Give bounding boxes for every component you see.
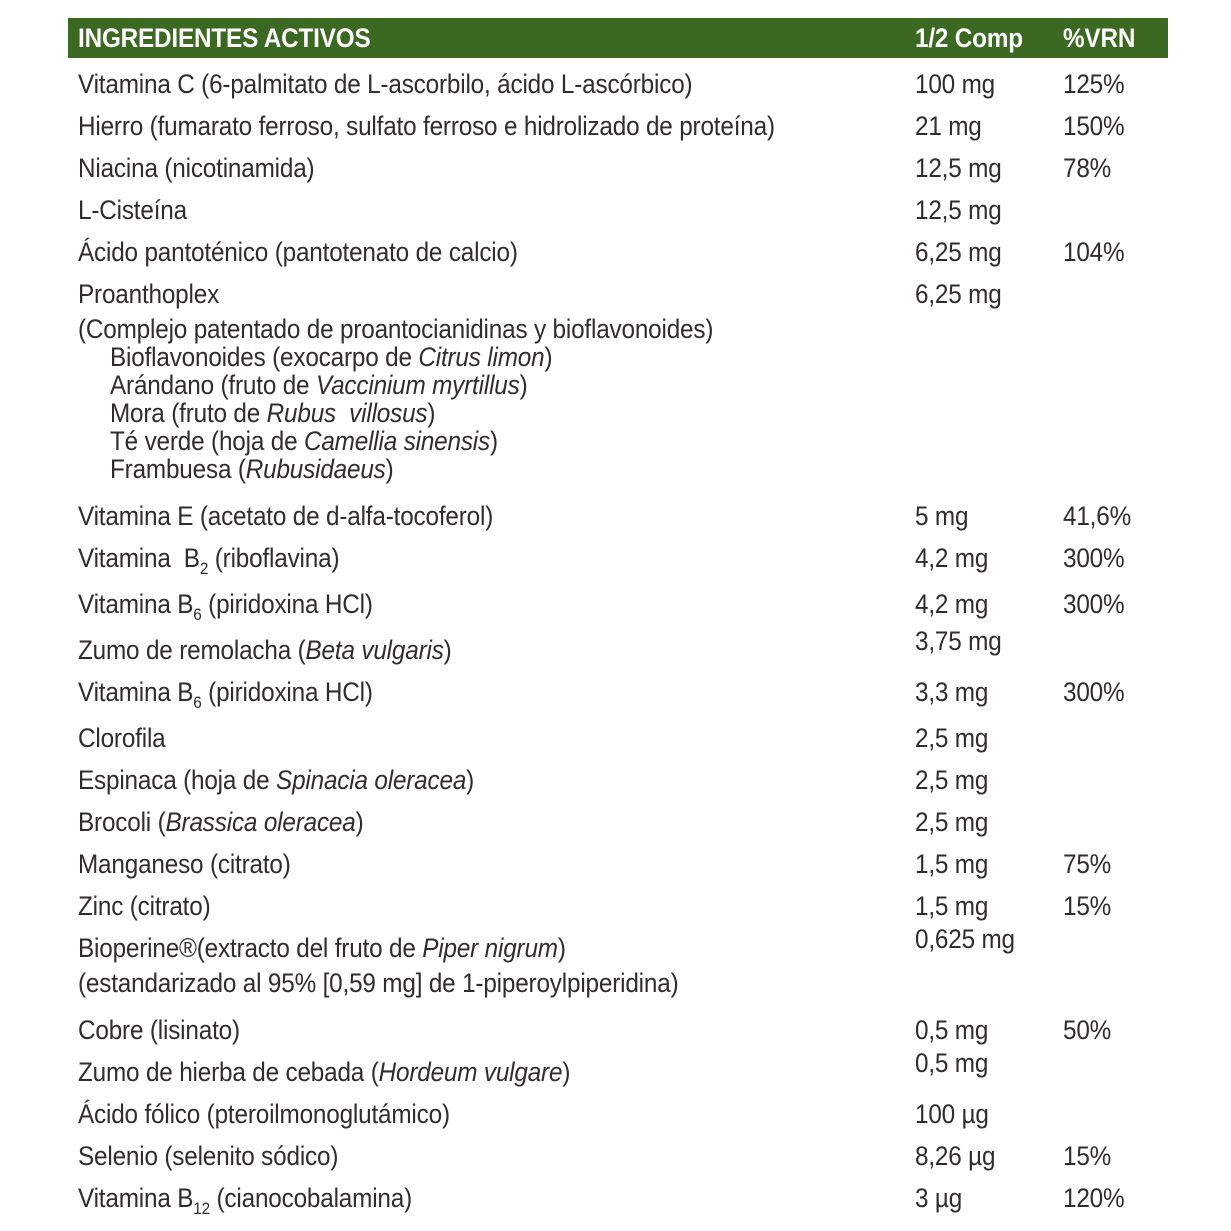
ingredient-name-text bbox=[78, 502, 493, 530]
table-row-main bbox=[68, 231, 1168, 273]
ingredient-name-text bbox=[78, 724, 166, 752]
text-segment: Cobre (lisinato) bbox=[78, 1015, 240, 1045]
botanical-name: Piper nigrum bbox=[422, 933, 558, 963]
ingredient-amount bbox=[915, 1142, 1063, 1170]
table-row bbox=[68, 189, 1168, 231]
text-segment: ) bbox=[489, 426, 498, 456]
table-row bbox=[68, 1009, 1168, 1051]
ingredient-name bbox=[68, 636, 915, 664]
ingredient-name-text bbox=[78, 1016, 240, 1044]
table-row-main bbox=[68, 583, 1168, 629]
ingredient-name-text bbox=[78, 1184, 412, 1216]
ingredient-vrn-percent bbox=[1063, 766, 1168, 794]
table-row-main bbox=[68, 537, 1168, 583]
ingredient-component-line bbox=[68, 427, 1168, 455]
text-segment: Bioflavonoides (exocarpo de bbox=[110, 342, 419, 372]
ingredient-vrn-percent bbox=[1063, 280, 1168, 308]
ingredient-subline-text bbox=[110, 455, 394, 483]
ingredient-amount bbox=[915, 626, 1063, 664]
subscript-text: 6 bbox=[193, 605, 202, 624]
table-row-main bbox=[68, 1009, 1168, 1051]
ingredient-amount-text: 4,2 mg bbox=[915, 543, 989, 573]
ingredient-vrn-text: 75% bbox=[1063, 849, 1112, 879]
ingredient-amount bbox=[915, 590, 1063, 618]
ingredient-subline-text bbox=[110, 371, 528, 399]
text-segment: Vitamina B bbox=[78, 589, 194, 619]
ingredient-vrn-text: 300% bbox=[1063, 677, 1125, 707]
ingredient-component-line bbox=[68, 371, 1168, 399]
column-header-ingredients bbox=[68, 18, 915, 58]
column-header-amount bbox=[915, 18, 1063, 58]
table-row bbox=[68, 759, 1168, 801]
table-row-main bbox=[68, 801, 1168, 843]
ingredient-name bbox=[68, 1100, 915, 1128]
ingredient-amount-text: 21 mg bbox=[915, 111, 982, 141]
ingredient-name-text bbox=[78, 808, 364, 836]
text-segment: ) bbox=[519, 370, 528, 400]
ingredient-subline-text bbox=[78, 969, 678, 997]
ingredient-amount-text: 12,5 mg bbox=[915, 153, 1002, 183]
ingredient-name bbox=[68, 1184, 915, 1216]
ingredient-subline-text bbox=[110, 343, 552, 371]
text-segment: Vitamina E (acetato de d-alfa-tocoferol) bbox=[78, 501, 494, 531]
text-segment: Niacina (nicotinamida) bbox=[78, 153, 315, 183]
text-segment: ) bbox=[562, 1057, 571, 1087]
ingredient-name-text bbox=[78, 850, 291, 878]
ingredient-amount bbox=[915, 544, 1063, 572]
ingredient-name-text bbox=[78, 590, 373, 622]
table-row bbox=[68, 495, 1168, 537]
table-row bbox=[68, 105, 1168, 147]
ingredient-name-text bbox=[78, 112, 775, 140]
ingredient-name bbox=[68, 1142, 915, 1170]
ingredient-name-text bbox=[78, 636, 452, 664]
table-row bbox=[68, 885, 1168, 927]
ingredient-name-text bbox=[78, 678, 373, 710]
ingredient-vrn-percent bbox=[1063, 1142, 1168, 1170]
ingredient-amount bbox=[915, 238, 1063, 266]
ingredient-amount-text: 0,5 mg bbox=[915, 1015, 989, 1045]
table-header bbox=[68, 18, 1168, 58]
ingredient-vrn-percent bbox=[1063, 238, 1168, 266]
ingredient-amount-text: 5 mg bbox=[915, 501, 969, 531]
column-header-vrn bbox=[1063, 18, 1168, 58]
ingredients-rows bbox=[68, 63, 1168, 1223]
ingredient-component-line bbox=[68, 455, 1168, 483]
ingredient-vrn-percent bbox=[1063, 678, 1168, 706]
table-row-main bbox=[68, 63, 1168, 105]
column-header-ingredients-label: INGREDIENTES ACTIVOS bbox=[78, 23, 371, 53]
ingredient-vrn-percent bbox=[1063, 1184, 1168, 1212]
ingredient-amount bbox=[915, 196, 1063, 224]
ingredient-vrn-text: 15% bbox=[1063, 1141, 1112, 1171]
ingredient-name-text bbox=[78, 934, 566, 962]
ingredient-component-line bbox=[68, 343, 1168, 371]
ingredient-name bbox=[68, 280, 915, 308]
ingredient-amount-text: 2,5 mg bbox=[915, 723, 989, 753]
table-row bbox=[68, 671, 1168, 717]
text-segment: (Complejo patentado de proantocianidinas y bioflavonoides) bbox=[78, 314, 714, 344]
text-segment: (piridoxina HCl) bbox=[201, 589, 373, 619]
table-row-main bbox=[68, 671, 1168, 717]
supplement-facts-panel bbox=[68, 18, 1168, 1223]
ingredient-name bbox=[68, 934, 915, 962]
ingredient-name bbox=[68, 766, 915, 794]
text-segment: ) bbox=[443, 635, 452, 665]
text-segment: Vitamina B bbox=[78, 1183, 194, 1213]
ingredient-amount-text: 2,5 mg bbox=[915, 807, 989, 837]
table-row-main bbox=[68, 1135, 1168, 1177]
text-segment: Vitamina B bbox=[78, 677, 194, 707]
ingredient-vrn-percent bbox=[1063, 724, 1168, 752]
ingredient-name bbox=[68, 238, 915, 266]
table-row bbox=[68, 583, 1168, 629]
ingredient-amount bbox=[915, 892, 1063, 920]
ingredient-name-text bbox=[78, 892, 210, 920]
ingredient-amount-text: 3,75 mg bbox=[915, 626, 1002, 656]
table-row-main bbox=[68, 273, 1168, 315]
ingredient-amount-text: 1,5 mg bbox=[915, 891, 989, 921]
ingredient-vrn-text: 41,6% bbox=[1063, 501, 1132, 531]
table-row bbox=[68, 924, 1168, 998]
ingredient-name bbox=[68, 1016, 915, 1044]
ingredient-name-text bbox=[78, 1142, 338, 1170]
table-row-main bbox=[68, 924, 1168, 969]
ingredient-name bbox=[68, 808, 915, 836]
table-row bbox=[68, 273, 1168, 483]
ingredient-vrn-percent bbox=[1063, 70, 1168, 98]
text-segment: Zinc (citrato) bbox=[78, 891, 211, 921]
ingredient-vrn-percent bbox=[1063, 1100, 1168, 1128]
ingredient-name bbox=[68, 678, 915, 710]
ingredient-amount bbox=[915, 766, 1063, 794]
ingredient-amount-text: 6,25 mg bbox=[915, 279, 1002, 309]
text-segment: ) bbox=[355, 807, 364, 837]
table-row-main bbox=[68, 495, 1168, 537]
table-row bbox=[68, 801, 1168, 843]
text-segment: Ácido pantoténico (pantotenato de calcio) bbox=[78, 237, 518, 267]
ingredient-amount-text: 0,5 mg bbox=[915, 1048, 989, 1078]
text-segment: Selenio (selenito sódico) bbox=[78, 1141, 339, 1171]
ingredient-vrn-percent bbox=[1063, 934, 1168, 962]
subscript-text: 6 bbox=[193, 693, 202, 712]
ingredient-vrn-percent bbox=[1063, 808, 1168, 836]
ingredient-amount bbox=[915, 70, 1063, 98]
table-row-main bbox=[68, 885, 1168, 927]
ingredient-name-text bbox=[78, 196, 187, 224]
table-row-main bbox=[68, 147, 1168, 189]
ingredient-name bbox=[68, 850, 915, 878]
ingredient-vrn-text: 104% bbox=[1063, 237, 1125, 267]
ingredient-amount-text: 6,25 mg bbox=[915, 237, 1002, 267]
text-segment: Zumo de hierba de cebada ( bbox=[78, 1057, 379, 1087]
table-row bbox=[68, 1177, 1168, 1223]
text-segment: (riboflavina) bbox=[208, 543, 340, 573]
botanical-name: Spinacia oleracea bbox=[276, 765, 467, 795]
text-segment: ) bbox=[544, 342, 553, 372]
text-segment: (piridoxina HCl) bbox=[201, 677, 373, 707]
ingredient-amount bbox=[915, 1016, 1063, 1044]
table-row bbox=[68, 717, 1168, 759]
text-segment: Frambuesa ( bbox=[110, 454, 246, 484]
ingredient-component-line bbox=[68, 399, 1168, 427]
ingredient-amount bbox=[915, 808, 1063, 836]
botanical-name: Vaccinium myrtillus bbox=[315, 370, 520, 400]
botanical-name: Citrus limon bbox=[418, 342, 545, 372]
botanical-name: Beta vulgaris bbox=[305, 635, 444, 665]
ingredient-subline-text bbox=[110, 427, 498, 455]
ingredient-amount bbox=[915, 502, 1063, 530]
ingredient-vrn-percent bbox=[1063, 502, 1168, 530]
table-row-main bbox=[68, 843, 1168, 885]
ingredient-vrn-percent bbox=[1063, 636, 1168, 664]
table-row-main bbox=[68, 759, 1168, 801]
ingredient-name bbox=[68, 544, 915, 576]
ingredient-name-text bbox=[78, 70, 692, 98]
table-row bbox=[68, 1048, 1168, 1093]
ingredient-name bbox=[68, 590, 915, 622]
text-segment: Espinaca (hoja de bbox=[78, 765, 277, 795]
ingredient-name-text bbox=[78, 544, 339, 576]
ingredient-amount-text: 4,2 mg bbox=[915, 589, 989, 619]
ingredient-name bbox=[68, 892, 915, 920]
ingredient-amount-text: 12,5 mg bbox=[915, 195, 1002, 225]
ingredient-vrn-percent bbox=[1063, 1058, 1168, 1086]
ingredient-vrn-text: 300% bbox=[1063, 589, 1125, 619]
text-segment: Ácido fólico (pteroilmonoglutámico) bbox=[78, 1099, 450, 1129]
table-row bbox=[68, 626, 1168, 671]
ingredient-amount-text: 1,5 mg bbox=[915, 849, 989, 879]
ingredient-vrn-percent bbox=[1063, 892, 1168, 920]
ingredient-amount bbox=[915, 1048, 1063, 1086]
subscript-text: 2 bbox=[199, 559, 209, 578]
table-row-main bbox=[68, 189, 1168, 231]
column-header-amount-label: 1/2 Comp bbox=[915, 23, 1023, 53]
ingredient-amount-text: 3,3 mg bbox=[915, 677, 989, 707]
ingredient-name bbox=[68, 502, 915, 530]
ingredient-amount-text: 2,5 mg bbox=[915, 765, 989, 795]
ingredient-amount bbox=[915, 678, 1063, 706]
ingredient-amount bbox=[915, 850, 1063, 878]
ingredient-name bbox=[68, 724, 915, 752]
ingredient-vrn-text: 78% bbox=[1063, 153, 1112, 183]
ingredient-amount-text: 100 µg bbox=[915, 1099, 989, 1129]
ingredient-name-text bbox=[78, 766, 474, 794]
botanical-name: Rubus villosus bbox=[266, 398, 428, 428]
ingredient-name bbox=[68, 196, 915, 224]
text-segment: Arándano (fruto de bbox=[110, 370, 316, 400]
column-header-vrn-label: %VRN bbox=[1063, 23, 1136, 53]
text-segment: Proanthoplex bbox=[78, 279, 220, 309]
table-row-main bbox=[68, 1093, 1168, 1135]
text-segment: ) bbox=[385, 454, 394, 484]
ingredient-amount-text: 0,625 mg bbox=[915, 924, 1015, 954]
ingredient-amount bbox=[915, 1100, 1063, 1128]
ingredient-amount bbox=[915, 1184, 1063, 1212]
ingredient-amount bbox=[915, 280, 1063, 308]
botanical-name: Hordeum vulgare bbox=[378, 1057, 563, 1087]
table-row bbox=[68, 147, 1168, 189]
ingredient-amount-text: 100 mg bbox=[915, 69, 995, 99]
table-row bbox=[68, 843, 1168, 885]
ingredient-vrn-percent bbox=[1063, 850, 1168, 878]
ingredient-vrn-text: 125% bbox=[1063, 69, 1125, 99]
ingredient-vrn-text: 300% bbox=[1063, 543, 1125, 573]
ingredient-vrn-percent bbox=[1063, 1016, 1168, 1044]
ingredient-amount-text: 8,26 µg bbox=[915, 1141, 996, 1171]
ingredient-description-line bbox=[68, 969, 1168, 997]
ingredient-subline-text bbox=[78, 315, 713, 343]
text-segment: Bioperine®(extracto del fruto de bbox=[78, 933, 423, 963]
text-segment: Brocoli ( bbox=[78, 807, 166, 837]
ingredient-amount bbox=[915, 112, 1063, 140]
text-segment: ) bbox=[427, 398, 436, 428]
text-segment: L-Cisteína bbox=[78, 195, 187, 225]
table-row bbox=[68, 1093, 1168, 1135]
ingredient-vrn-percent bbox=[1063, 544, 1168, 572]
ingredient-name bbox=[68, 154, 915, 182]
table-row bbox=[68, 63, 1168, 105]
ingredient-vrn-percent bbox=[1063, 590, 1168, 618]
ingredient-name bbox=[68, 112, 915, 140]
ingredient-vrn-percent bbox=[1063, 154, 1168, 182]
text-segment: (cianocobalamina) bbox=[209, 1183, 413, 1213]
table-row bbox=[68, 1135, 1168, 1177]
table-row-main bbox=[68, 717, 1168, 759]
ingredient-description-line bbox=[68, 315, 1168, 343]
text-segment: Vitamina B bbox=[78, 543, 200, 573]
text-segment: Hierro (fumarato ferroso, sulfato ferroso e hidrolizado de proteína) bbox=[78, 111, 775, 141]
table-row bbox=[68, 537, 1168, 583]
ingredient-name-text bbox=[78, 280, 219, 308]
text-segment: Zumo de remolacha ( bbox=[78, 635, 306, 665]
text-segment: Té verde (hoja de bbox=[110, 426, 304, 456]
text-segment: Mora (fruto de bbox=[110, 398, 267, 428]
ingredient-subline-text bbox=[110, 399, 435, 427]
ingredient-amount bbox=[915, 924, 1063, 962]
ingredient-vrn-percent bbox=[1063, 196, 1168, 224]
table-row-main bbox=[68, 626, 1168, 671]
ingredient-vrn-text: 120% bbox=[1063, 1183, 1125, 1213]
ingredient-amount bbox=[915, 154, 1063, 182]
ingredient-vrn-text: 50% bbox=[1063, 1015, 1112, 1045]
table-row-main bbox=[68, 105, 1168, 147]
ingredient-name-text bbox=[78, 238, 518, 266]
ingredient-name bbox=[68, 1058, 915, 1086]
subscript-text: 12 bbox=[193, 1199, 210, 1218]
ingredient-vrn-text: 150% bbox=[1063, 111, 1125, 141]
text-segment: (estandarizado al 95% [0,59 mg] de 1-piperoylpiperidina) bbox=[78, 968, 679, 998]
ingredient-name-text bbox=[78, 1100, 450, 1128]
text-segment: Clorofila bbox=[78, 723, 166, 753]
ingredient-vrn-text: 15% bbox=[1063, 891, 1112, 921]
table-row-main bbox=[68, 1177, 1168, 1223]
botanical-name: Camellia sinensis bbox=[303, 426, 490, 456]
botanical-name: Brassica oleracea bbox=[165, 807, 356, 837]
table-row-main bbox=[68, 1048, 1168, 1093]
ingredient-name-text bbox=[78, 154, 314, 182]
text-segment: ) bbox=[466, 765, 475, 795]
text-segment: Manganeso (citrato) bbox=[78, 849, 291, 879]
ingredient-amount-text: 3 µg bbox=[915, 1183, 963, 1213]
ingredient-vrn-percent bbox=[1063, 112, 1168, 140]
ingredient-name bbox=[68, 70, 915, 98]
botanical-name: Rubusidaeus bbox=[245, 454, 386, 484]
text-segment: Vitamina C (6-palmitato de L-ascorbilo, ácido L-ascórbico) bbox=[78, 69, 693, 99]
ingredient-amount bbox=[915, 724, 1063, 752]
text-segment: ) bbox=[557, 933, 566, 963]
table-row bbox=[68, 231, 1168, 273]
ingredient-name-text bbox=[78, 1058, 570, 1086]
